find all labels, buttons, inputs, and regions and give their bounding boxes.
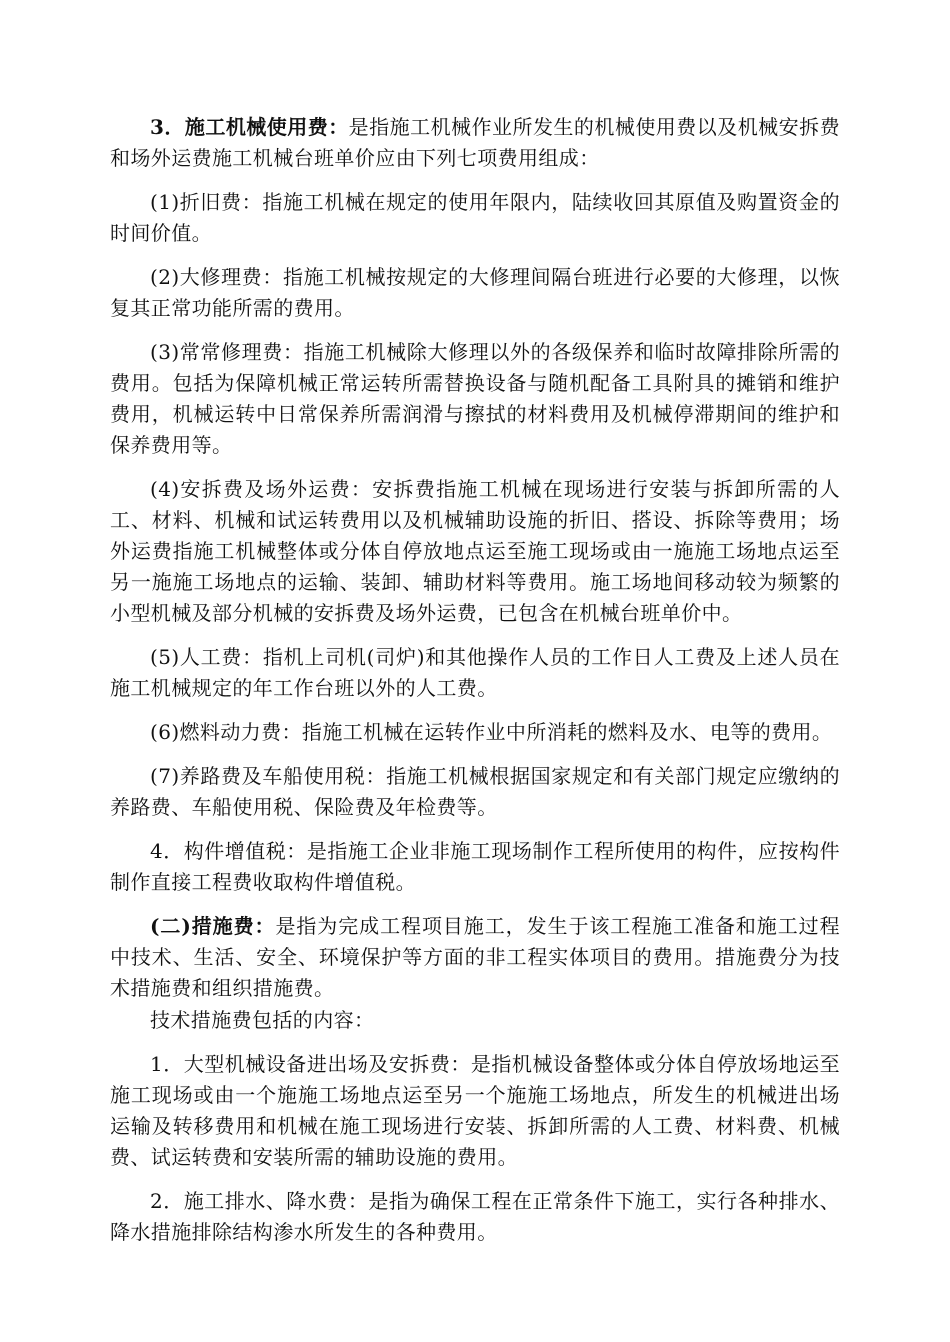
paragraph-drainage [110, 1186, 840, 1248]
paragraph-text: (2)大修理费：指施工机械按规定的大修理间隔台班进行必要的大修理，以恢复其正常功能所需的费用。 [110, 265, 840, 320]
paragraph-text: 技术措施费包括的内容： [150, 1008, 375, 1032]
paragraph-large-machinery [110, 1049, 840, 1173]
paragraph-road-tax [110, 761, 840, 823]
paragraph-text: 4．构件增值税：是指施工企业非施工现场制作工程所使用的构件，应按构件制作直接工程费收取构件增值税。 [110, 839, 840, 894]
paragraph-text: 1．大型机械设备进出场及安拆费：是指机械设备整体或分体自停放场地运至施工现场或由一个施施工场地点运至另一个施施工场地点，所发生的机械进出场运输及转移费用和机械在施工现场进行安装、拆卸所需的人工费、材料费、机械费、试运转费和安装所需的辅助设施的费用。 [110, 1052, 840, 1169]
paragraph-heading: 3．施工机械使用费： [150, 115, 349, 139]
paragraph-component-vat [110, 836, 840, 898]
paragraph-heading: (二)措施费： [150, 914, 276, 938]
paragraph-text: 是指为完成工程项目施工，发生于该工程施工准备和施工过程中技术、生活、安全、环境保护等方面的非工程实体项目的费用。措施费分为技术措施费和组织措施费。 [110, 914, 840, 1000]
paragraph-text: (4)安拆费及场外运费：安拆费指施工机械在现场进行安装与拆卸所需的人工、材料、机械和试运转费用以及机械辅助设施的折旧、搭设、拆除等费用；场外运费指施工机械整体或分体自停放地点运至施工现场或由一施施工场地点运至另一施施工场地点的运输、装卸、辅助材料等费用。施工场地间移动较为频繁的小型机械及部分机械的安拆费及场外运费，已包含在机械台班单价中。 [110, 477, 840, 625]
paragraph-fuel-power [110, 717, 840, 748]
paragraph-measures-fee [110, 911, 840, 1004]
paragraph-labor [110, 642, 840, 704]
paragraph-text: (3)常常修理费：指施工机械除大修理以外的各级保养和临时故障排除所需的费用。包括为保障机械正常运转所需替换设备与随机配备工具附具的摊销和维护费用，机械运转中日常保养所需润滑与擦拭的材料费用及机械停滞期间的维护和保养费用等。 [110, 340, 840, 457]
paragraph-depreciation [110, 187, 840, 249]
paragraph-text: (6)燃料动力费：指施工机械在运转作业中所消耗的燃料及水、电等的费用。 [150, 720, 833, 744]
paragraph-text: 2．施工排水、降水费：是指为确保工程在正常条件下施工，实行各种排水、降水措施排除结构渗水所发生的各种费用。 [110, 1189, 840, 1244]
paragraph-technical-measures-intro [110, 1005, 840, 1036]
paragraph-machinery-fee [110, 112, 840, 174]
paragraph-text: (1)折旧费：指施工机械在规定的使用年限内，陆续收回其原值及购置资金的时间价值。 [110, 190, 840, 245]
paragraph-text: (5)人工费：指机上司机(司炉)和其他操作人员的工作日人工费及上述人员在施工机械规定的年工作台班以外的人工费。 [110, 645, 840, 700]
paragraph-text: (7)养路费及车船使用税：指施工机械根据国家规定和有关部门规定应缴纳的养路费、车船使用税、保险费及年检费等。 [110, 764, 840, 819]
paragraph-overhaul [110, 262, 840, 324]
paragraph-regular-repair [110, 337, 840, 461]
paragraph-text: 是指施工机械作业所发生的机械使用费以及机械安拆费和场外运费施工机械台班单价应由下列七项费用组成： [110, 115, 840, 170]
paragraph-installation-transport [110, 474, 840, 629]
